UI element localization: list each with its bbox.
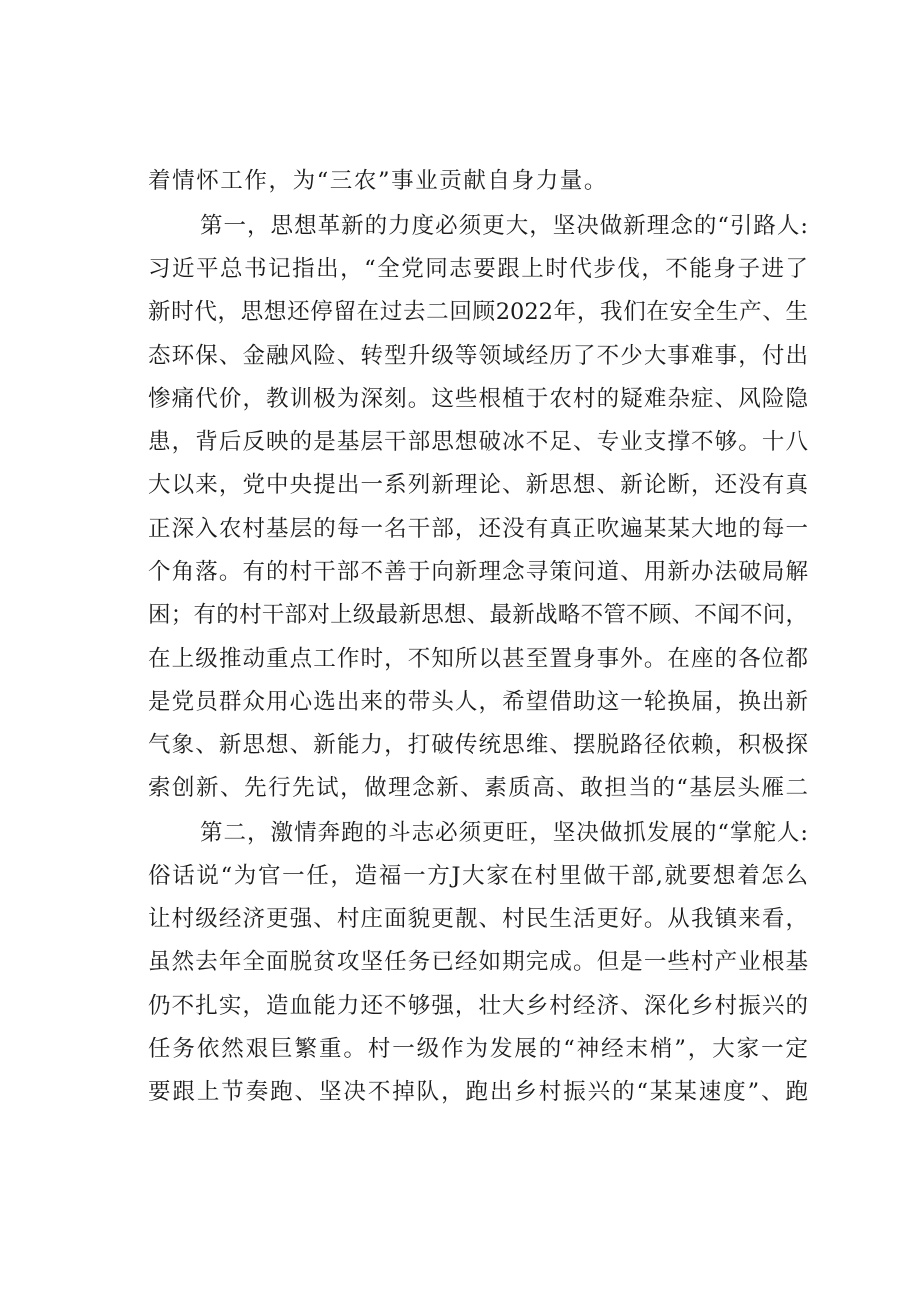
text-line-6: 惨痛代价，教训极为深刻。这些根植于农村的疑难杂症、风险隐: [148, 386, 808, 412]
text-line-3: 习近平总书记指出，“全党同志要跟上时代步伐，不能身子进了: [148, 256, 808, 282]
text-line-12: 在上级推动重点工作时，不知所以甚至置身事外。在座的各位都: [148, 646, 808, 672]
text-line-7: 患，背后反映的是基层干部思想破冰不足、专业支撑不够。十八: [148, 429, 808, 455]
text-line-22: 要跟上节奏跑、坚决不掉队，跑出乡村振兴的“某某速度”、跑: [148, 1079, 808, 1105]
text-line-16: 第二，激情奔跑的斗志必须更旺，坚决做抓发展的“掌舵人:: [200, 820, 808, 846]
text-line-19: 虽然去年全面脱贫攻坚任务已经如期完成。但是一些村产业根基: [148, 949, 808, 975]
text-line-18: 让村级经济更强、村庄面貌更靓、村民生活更好。从我镇来看，: [148, 906, 808, 932]
text-line-21: 任务依然艰巨繁重。村一级作为发展的“神经末梢”，大家一定: [148, 1036, 808, 1062]
text-line-8: 大以来，党中央提出一系列新理论、新思想、新论断，还没有真: [148, 472, 808, 498]
text-line-11: 困；有的村干部对上级最新思想、最新战略不管不顾、不闻不问，: [148, 602, 808, 628]
text-line-14: 气象、新思想、新能力，打破传统思维、摆脱路径依赖，积极探: [148, 732, 808, 758]
text-line-2: 第一，思想革新的力度必须更大，坚决做新理念的“引路人:: [200, 213, 808, 239]
text-line-9: 正深入农村基层的每一名干部，还没有真正吹遍某某大地的每一: [148, 516, 808, 542]
text-line-5: 态环保、金融风险、转型升级等领域经历了不少大事难事，付出: [148, 343, 808, 369]
text-line-17: 俗话说“为官一任，造福一方J大家在村里做干部,就要想着怎么: [148, 863, 808, 889]
text-line-10: 个角落。有的村干部不善于向新理念寻策问道、用新办法破局解: [148, 559, 808, 585]
text-line-20: 仍不扎实，造血能力还不够强，壮大乡村经济、深化乡村振兴的: [148, 993, 808, 1019]
text-line-4: 新时代，思想还停留在过去二回顾2022年，我们在安全生产、生: [148, 299, 808, 325]
text-line-15: 索创新、先行先试，做理念新、素质高、敢担当的“基层头雁二: [148, 775, 808, 801]
text-line-1: 着情怀工作，为“三农”事业贡献自身力量。: [148, 168, 609, 194]
text-line-13: 是党员群众用心选出来的带头人，希望借助这一轮换届，换出新: [148, 689, 808, 715]
